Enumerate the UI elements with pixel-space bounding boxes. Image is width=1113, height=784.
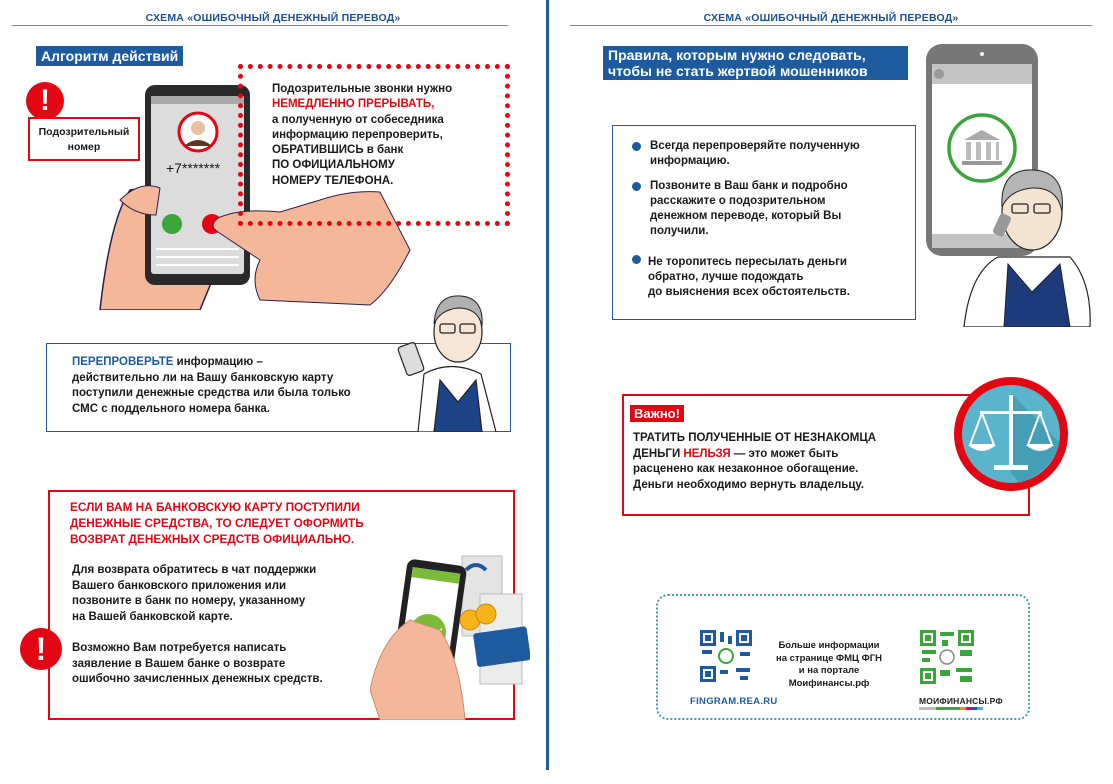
call-line1: Подозрительные звонки нужно	[272, 83, 453, 95]
ruble-coin	[476, 604, 496, 624]
refund-heading-line1: ЕСЛИ ВАМ НА БАНКОВСКУЮ КАРТУ ПОСТУПИЛИ	[70, 500, 360, 514]
rules-title	[603, 46, 908, 80]
call-line4: информацию перепроверить,	[272, 128, 443, 141]
bullet-icon	[632, 255, 641, 264]
recheck-line4: СМС с поддельного номера банка.	[72, 402, 270, 415]
important-line4: Деньги необходимо вернуть владельцу.	[633, 479, 864, 492]
rules-title-line2: чтобы не стать жертвой мошенников	[608, 63, 868, 79]
alert-icon: !	[26, 82, 64, 120]
rule-3-line1: Не торопитесь пересылать деньги	[648, 256, 847, 268]
qr-center-text	[774, 640, 884, 690]
refund-heading	[70, 499, 364, 547]
caller-phone-number: +7*******	[166, 160, 221, 176]
rule-3-line3: до выяснения всех обстоятельств.	[648, 286, 850, 298]
rule-item	[632, 255, 850, 300]
qr-center-line4: Моифинансы.рф	[788, 677, 870, 689]
fingram-qr-code[interactable]	[700, 630, 752, 682]
bank-circle	[949, 115, 1015, 181]
rule-2-line4: получили.	[650, 225, 709, 237]
important-line1: ТРАТИТЬ ПОЛУЧЕННЫЕ ОТ НЕЗНАКОМЦА	[633, 432, 877, 444]
left-header-rule	[12, 25, 508, 26]
call-line3: а полученную от собеседника	[272, 113, 444, 126]
moifinansy-qr-code[interactable]	[920, 630, 974, 684]
page-divider	[546, 0, 549, 770]
refund-para1-line2: Вашего банковского приложения или	[72, 579, 287, 592]
alert-icon-refund: !	[20, 628, 62, 670]
important-badge: Важно!	[630, 405, 684, 422]
rules-title-line1: Правила, которым нужно следовать,	[608, 47, 866, 63]
bullet-icon	[632, 142, 641, 151]
moifinansy-caption[interactable]: МОИФИНАНСЫ.РФ	[919, 696, 1003, 706]
worried-man-illustration	[396, 284, 508, 432]
rule-2-line2: расскажите о подозрительном	[650, 195, 826, 207]
recheck-highlight: ПЕРЕПРОВЕРЬТЕ	[72, 356, 174, 368]
scales-of-justice-icon	[950, 373, 1072, 495]
recheck-line1: информацию –	[173, 356, 263, 368]
refund-para2-line1: Возможно Вам потребуется написать	[72, 642, 287, 654]
fingram-caption[interactable]: FINGRAM.REA.RU	[690, 696, 778, 707]
refund-para2	[72, 641, 323, 688]
suspicious-label-line1: Подозрительный	[38, 126, 130, 138]
refund-para1-line4: на Вашей банковской карте.	[72, 610, 233, 623]
man-phone	[397, 342, 424, 376]
left-page-header: СХЕМА «ОШИБОЧНЫЙ ДЕНЕЖНЫЙ ПЕРЕВОД»	[145, 12, 401, 24]
rule-2-line3: денежном переводе, который Вы	[650, 210, 842, 222]
call-line7: НОМЕРУ ТЕЛЕФОНА.	[272, 174, 394, 187]
rule-item	[632, 179, 848, 239]
refund-para1-line3: позвоните в банк по номеру, указанному	[72, 595, 306, 607]
bank-call-illustration	[920, 42, 1100, 327]
algorithm-title: Алгоритм действий	[36, 46, 183, 66]
recheck-text	[72, 355, 351, 417]
contact-icon	[934, 69, 944, 79]
important-text	[633, 431, 876, 494]
mobile-payment-illustration	[370, 540, 530, 720]
refund-heading-line2: ДЕНЕЖНЫЕ СРЕДСТВА, ТО СЛЕДУЕТ ОФОРМИТЬ	[70, 516, 364, 530]
important-line3: расценено как незаконное обогащение.	[633, 463, 859, 476]
rule-1-line1: Всегда перепроверяйте полученную	[650, 140, 860, 152]
moifinansy-color-bar	[919, 707, 983, 710]
recheck-line3: поступили денежные средства или была только	[72, 387, 351, 399]
bullet-icon	[632, 182, 641, 191]
rule-2-line1: Позвоните в Ваш банк и подробно	[650, 180, 848, 192]
recheck-line2: действительно ли на Вашу банковскую карту	[72, 371, 334, 384]
rule-1-line2: информацию.	[650, 155, 730, 167]
accept-call-button	[162, 214, 182, 234]
important-line2-start: ДЕНЬГИ	[633, 447, 684, 460]
refund-para1-line1: Для возврата обратитесь в чат поддержки	[72, 564, 317, 576]
suspicious-label-line2: номер	[67, 141, 101, 153]
call-line6: ПО ОФИЦИАЛЬНОМУ	[272, 159, 395, 172]
refund-para2-line2: заявление в Вашем банке о возврате	[72, 657, 286, 670]
refund-para2-line3: ошибочно зачисленных денежных средств.	[72, 673, 323, 685]
call-instruction-text	[272, 82, 452, 189]
call-line5: ОБРАТИВШИСЬ в банк	[272, 144, 404, 157]
rule-item	[632, 139, 860, 169]
right-header-rule	[570, 25, 1092, 26]
qr-center-line3: и на портале	[798, 665, 860, 676]
important-forbidden: НЕЛЬЗЯ	[683, 447, 731, 460]
right-page-header: СХЕМА «ОШИБОЧНЫЙ ДЕНЕЖНЫЙ ПЕРЕВОД»	[703, 12, 959, 24]
qr-center-line1: Больше информации	[778, 640, 880, 651]
refund-para1	[72, 563, 316, 625]
rule-3-line2: обратно, лучше подождать	[648, 271, 804, 283]
important-line2-end: — это может быть	[730, 447, 839, 460]
qr-center-line2: на странице ФМЦ ФГН	[776, 652, 882, 664]
refund-heading-line3: ВОЗВРАТ ДЕНЕЖНЫХ СРЕДСТВ ОФИЦИАЛЬНО.	[70, 532, 355, 546]
call-line2-interrupt: НЕМЕДЛЕННО ПРЕРЫВАТЬ,	[272, 98, 435, 111]
